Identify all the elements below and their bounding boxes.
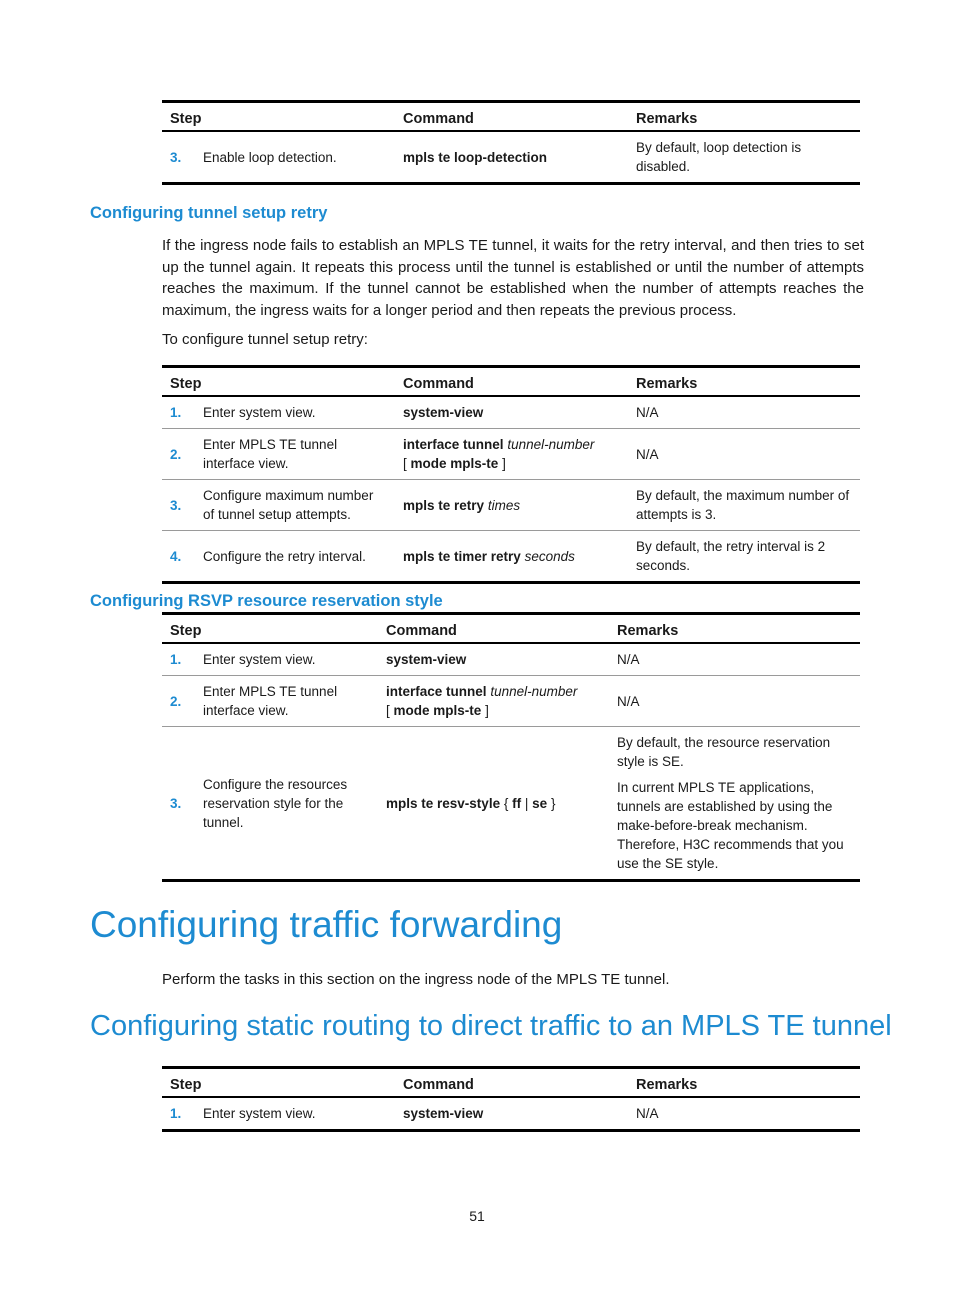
- step-description: Enter system view.: [203, 1106, 316, 1121]
- command-keyword: mpls te loop-detection: [403, 149, 548, 165]
- command-keyword: interface tunnel: [403, 437, 504, 452]
- remarks-header: Remarks: [628, 367, 860, 397]
- command-cell: [378, 643, 609, 676]
- remarks-cell: By default, the retry interval is 2 seconds.: [628, 531, 860, 583]
- table-row: [162, 131, 860, 184]
- command-keyword: mpls te retry: [403, 497, 485, 513]
- remarks-cell: N/A: [617, 652, 640, 667]
- optional-bracket-open: [: [386, 703, 390, 718]
- command-keyword: system-view: [403, 1106, 484, 1121]
- option-separator: |: [524, 795, 529, 811]
- section-heading-tunnel-setup-retry: Configuring tunnel setup retry: [90, 204, 328, 222]
- remarks-cell: N/A: [636, 1106, 659, 1121]
- command-cell: [378, 676, 609, 727]
- remarks-header: Remarks: [628, 1068, 860, 1098]
- command-cell: [395, 429, 628, 480]
- remarks-paragraph: By default, the resource reservation style is SE.: [617, 735, 831, 769]
- brace-open: {: [503, 795, 509, 811]
- body-paragraph: To configure tunnel setup retry:: [162, 331, 368, 348]
- step-number: 1.: [170, 405, 182, 420]
- command-header: Command: [395, 102, 628, 132]
- section-heading-rsvp-reservation-style: Configuring RSVP resource reservation style: [90, 592, 443, 610]
- optional-bracket-open: [: [403, 456, 407, 471]
- command-cell: [395, 531, 628, 583]
- table-row: [162, 480, 860, 531]
- step-number: 3.: [162, 480, 195, 531]
- body-paragraph: Perform the tasks in this section on the ingress node of the MPLS TE tunnel.: [162, 971, 670, 988]
- command-header: Command: [378, 614, 609, 644]
- command-cell: [395, 1097, 628, 1131]
- step-description: Configure maximum number of tunnel setup attempts.: [195, 480, 395, 531]
- command-keyword: system-view: [386, 652, 467, 667]
- command-option: ff: [512, 795, 522, 811]
- loop-detection-table: [162, 100, 860, 185]
- brace-close: }: [550, 795, 556, 811]
- optional-bracket-close: ]: [485, 703, 489, 718]
- command-keyword: mpls te resv-style: [386, 795, 501, 811]
- table-row: [162, 727, 860, 881]
- command-cell: [378, 727, 609, 881]
- command-keyword: interface tunnel: [386, 684, 487, 699]
- command-cell: [395, 131, 628, 184]
- table-row: [162, 676, 860, 727]
- remarks-cell: N/A: [609, 676, 860, 727]
- page-number: 51: [469, 1208, 485, 1224]
- step-header: Step: [162, 367, 395, 397]
- step-description: Enter MPLS TE tunnel interface view.: [195, 676, 378, 727]
- table-row: [162, 1097, 860, 1131]
- step-number: 1.: [170, 1106, 182, 1121]
- step-description: Enable loop detection.: [203, 149, 337, 165]
- command-keyword: mode mpls-te: [393, 703, 482, 718]
- table-row: [162, 531, 860, 583]
- remarks-cell: [609, 727, 860, 881]
- step-number: 1.: [170, 652, 182, 667]
- step-description: Enter system view.: [203, 652, 316, 667]
- table-row: [162, 396, 860, 429]
- step-number: 3.: [162, 727, 195, 881]
- command-cell: [395, 480, 628, 531]
- step-header: Step: [162, 614, 378, 644]
- step-description: Configure the retry interval.: [195, 531, 395, 583]
- command-argument: times: [487, 497, 521, 513]
- chapter-title: Configuring traffic forwarding: [90, 904, 563, 945]
- step-number: 2.: [162, 676, 195, 727]
- remarks-header: Remarks: [628, 102, 860, 132]
- command-keyword: system-view: [403, 405, 484, 420]
- command-keyword: mpls te timer retry: [403, 548, 521, 564]
- remarks-cell: N/A: [628, 429, 860, 480]
- remarks-cell: N/A: [636, 405, 659, 420]
- step-header: Step: [162, 102, 395, 132]
- remarks-header: Remarks: [609, 614, 860, 644]
- table-row: [162, 429, 860, 480]
- command-header: Command: [395, 367, 628, 397]
- resv-style-table: [162, 612, 860, 882]
- step-number: 3.: [170, 149, 182, 165]
- step-description: Enter system view.: [203, 405, 316, 420]
- remarks-paragraph: In current MPLS TE applications, tunnels are established by using the make-before-break mechanism. Therefore, H3C recommends that you use the SE style.: [617, 780, 844, 871]
- command-argument: tunnel-number: [507, 437, 595, 452]
- tunnel-retry-table: [162, 365, 860, 584]
- step-description: Configure the resources reservation style for the tunnel.: [195, 727, 378, 881]
- remarks-cell: By default, the maximum number of attempts is 3.: [628, 480, 860, 531]
- body-paragraph: If the ingress node fails to establish an MPLS TE tunnel, it waits for the retry interval, and then tries to set up the tunnel again. It repeats this process until the tunnel is established or until the number of attempts reaches the maximum. If the tunnel cannot be established when the number of attempts reaches the maximum, the ingress waits for a longer period and then repeats the previous process.: [162, 237, 864, 319]
- command-argument: seconds: [524, 548, 575, 564]
- command-keyword: mode mpls-te: [410, 456, 499, 471]
- section-heading-static-routing: Configuring static routing to direct traffic to an MPLS TE tunnel: [90, 1010, 892, 1042]
- step-description: Enter MPLS TE tunnel interface view.: [195, 429, 395, 480]
- table-row: [162, 643, 860, 676]
- step-number: 4.: [162, 531, 195, 583]
- static-routing-table: [162, 1066, 860, 1132]
- command-cell: [395, 396, 628, 429]
- step-number: 2.: [162, 429, 195, 480]
- command-argument: tunnel-number: [490, 684, 578, 699]
- command-option: se: [532, 795, 548, 811]
- remarks-cell: By default, loop detection is disabled.: [636, 140, 802, 174]
- optional-bracket-close: ]: [502, 456, 506, 471]
- command-header: Command: [395, 1068, 628, 1098]
- step-header: Step: [162, 1068, 395, 1098]
